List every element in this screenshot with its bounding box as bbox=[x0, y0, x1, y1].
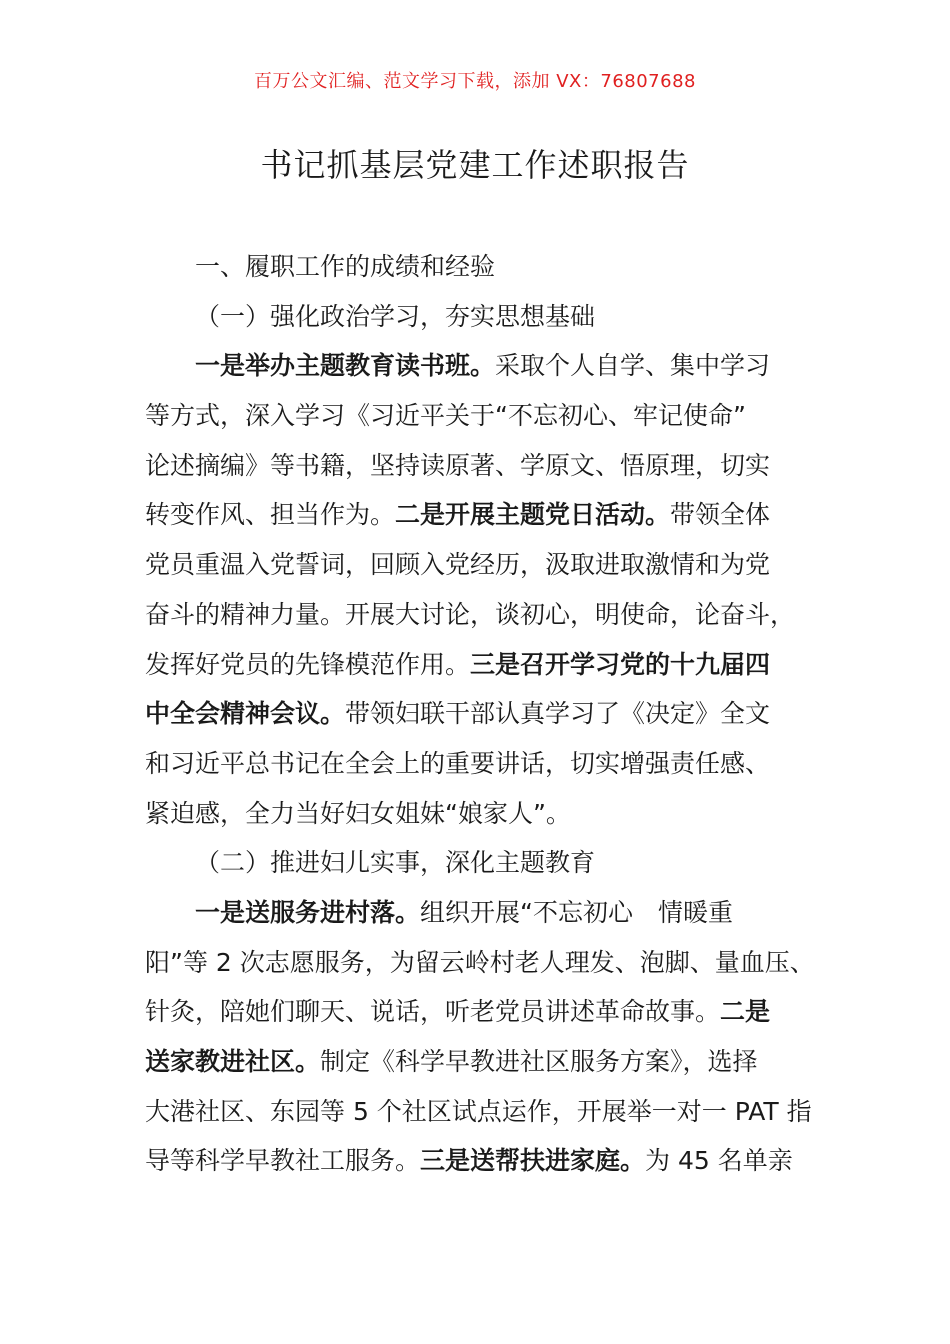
body-line bbox=[145, 987, 825, 1037]
text-segment: （二）推进妇儿实事，深化主题教育 bbox=[195, 848, 596, 878]
body-line bbox=[145, 441, 825, 491]
bold-text-segment: 送家教进社区。 bbox=[145, 1047, 321, 1076]
document-body bbox=[145, 242, 825, 1186]
body-line bbox=[145, 292, 825, 342]
body-line bbox=[145, 838, 825, 888]
body-line bbox=[145, 789, 825, 839]
text-segment: （一）强化政治学习，夯实思想基础 bbox=[195, 301, 596, 331]
body-line bbox=[145, 1037, 825, 1087]
text-segment: 为 45 名单亲 bbox=[645, 1146, 793, 1176]
text-segment: 针灸，陪她们聊天、说话，听老党员讲述革命故事。 bbox=[145, 997, 721, 1027]
text-segment: 紧迫感，全力当好妇女姐妹“娘家人”。 bbox=[145, 798, 571, 828]
text-segment: 组织开展“不忘初心 情暖重 bbox=[420, 897, 733, 927]
document-title: 书记抓基层党建工作述职报告 bbox=[260, 146, 690, 184]
body-line bbox=[145, 938, 825, 988]
text-segment: 阳”等 2 次志愿服务，为留云岭村老人理发、泡脚、量血压、 bbox=[145, 947, 815, 977]
bold-text-segment: 一是送服务进村落。 bbox=[195, 897, 421, 927]
header-watermark-note: 百万公文汇编、范文学习下载，添加 VX：76807688 bbox=[254, 71, 696, 92]
text-segment: 大港社区、东园等 5 个社区试点运作，开展举一对一 PAT 指 bbox=[145, 1096, 812, 1126]
text-segment: 导等科学早教社工服务。 bbox=[145, 1146, 421, 1176]
text-segment: 制定《科学早教进社区服务方案》，选择 bbox=[320, 1047, 758, 1076]
body-line bbox=[145, 590, 825, 640]
text-segment: 带领妇联干部认真学习了《决定》全文 bbox=[345, 699, 771, 729]
bold-text-segment: 二是 bbox=[720, 997, 771, 1027]
body-line bbox=[145, 1136, 825, 1186]
text-segment: 采取个人自学、集中学习 bbox=[495, 351, 771, 381]
body-line bbox=[145, 739, 825, 789]
text-segment: 带领全体 bbox=[670, 500, 771, 530]
text-segment: 等方式，深入学习《习近平关于“不忘初心、牢记使命” bbox=[145, 401, 746, 431]
body-line bbox=[145, 490, 825, 540]
bold-text-segment: 中全会精神会议。 bbox=[145, 699, 346, 729]
text-segment: 奋斗的精神力量。开展大讨论，谈初心，明使命，论奋斗， bbox=[145, 599, 796, 629]
bold-text-segment: 三是召开学习党的十九届四 bbox=[470, 649, 771, 679]
body-line bbox=[145, 540, 825, 590]
body-line bbox=[145, 1087, 825, 1137]
body-line bbox=[145, 391, 825, 441]
text-segment: 和习近平总书记在全会上的重要讲话，切实增强责任感、 bbox=[145, 748, 771, 778]
text-segment: 论述摘编》等书籍，坚持读原著、学原文、悟原理，切实 bbox=[145, 450, 771, 480]
body-line bbox=[145, 242, 825, 292]
body-line bbox=[145, 640, 825, 690]
body-line bbox=[145, 341, 825, 391]
bold-text-segment: 三是送帮扶进家庭。 bbox=[420, 1146, 646, 1176]
bold-text-segment: 二是开展主题党日活动。 bbox=[395, 500, 671, 530]
text-segment: 转变作风、担当作为。 bbox=[145, 500, 396, 530]
text-segment: 发挥好党员的先锋模范作用。 bbox=[145, 649, 471, 679]
text-segment: 一、履职工作的成绩和经验 bbox=[195, 252, 496, 281]
body-line bbox=[145, 888, 825, 938]
text-segment: 党员重温入党誓词，回顾入党经历，汲取进取激情和为党 bbox=[145, 550, 771, 580]
bold-text-segment: 一是举办主题教育读书班。 bbox=[195, 351, 496, 381]
body-line bbox=[145, 689, 825, 739]
